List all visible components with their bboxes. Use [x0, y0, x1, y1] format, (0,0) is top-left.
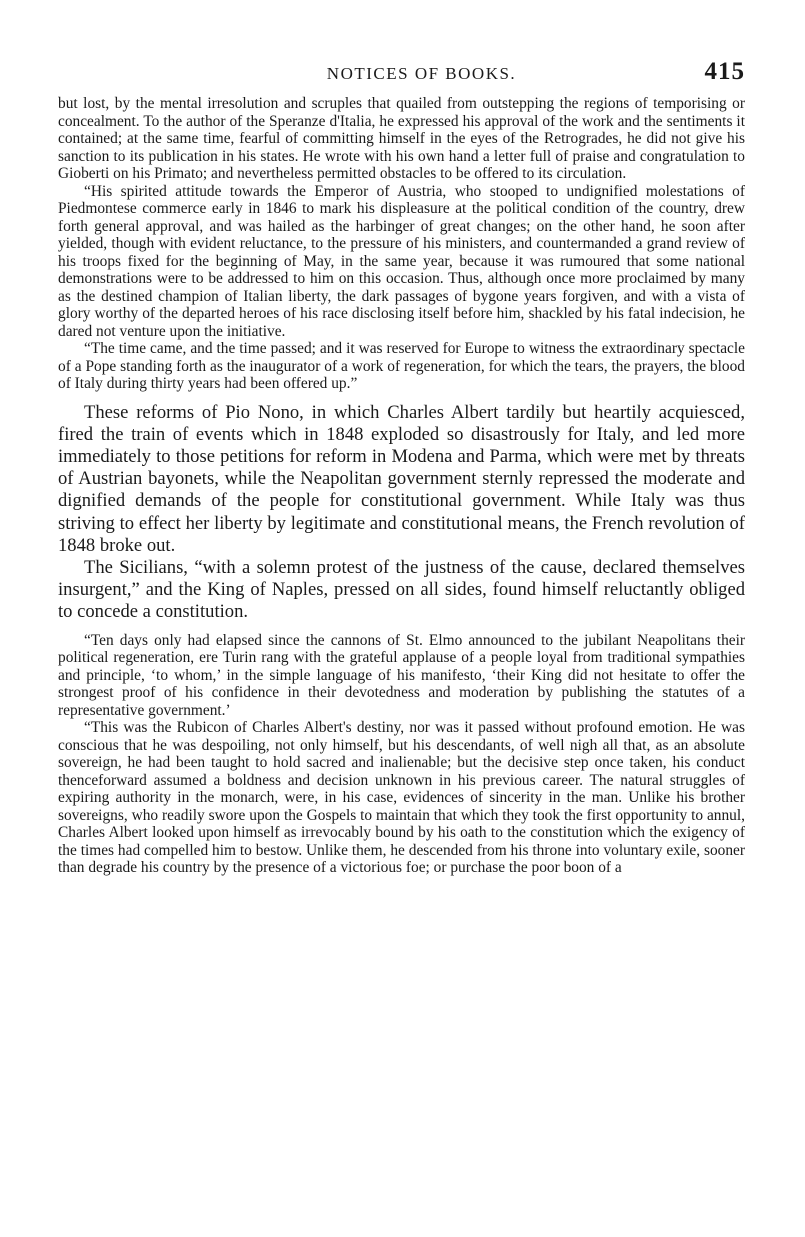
book-page — [58, 58, 745, 877]
page-header — [58, 58, 745, 92]
body-paragraph: The Sicilians, “with a solemn protest of the justness of the cause, declared themselves insurgent,” and the King of Naples, pressed on all sides, found himself reluctantly obliged to concede a constitution. — [58, 556, 745, 623]
quote-paragraph: “This was the Rubicon of Charles Albert's destiny, nor was it passed without profound emotion. He was conscious that he was despoiling, not only himself, but his descendants, of well nigh all that, as an absolute sovereign, he had been taught to hold sacred and inalienable; but the decisive step once taken, his conduct thenceforward assumed a boldness and decision unknown in his previous career. The natural struggles of expiring authority in the monarch, were, in his case, evidences of sincerity in the man. Unlike his brother sovereigns, who readily swore upon the Gospels to maintain that which they took the first opportunity to annul, Charles Albert looked upon himself as irrevocably bound by his oath to the constitution which the exigency of the times had compelled him to bestow. Unlike them, he descended from his throne into voluntary exile, sooner than degrade his country by the presence of a victorious foe; or purchase the poor boon of a — [58, 719, 745, 877]
body-text — [58, 402, 745, 624]
quote-paragraph: “His spirited attitude towards the Emperor of Austria, who stooped to undignified molestations of Piedmontese commerce early in 1846 to mark his displeasure at the political condition of the country, drew forth general approval, and was hailed as the harbinger of great changes; on the other hand, he soon after yielded, though with evident reluctance, to the pressure of his ministers, and countermanded a grand review of his troops fixed for the beginning of May, in the same year, because it was rumoured that some national demonstrations were to be addressed to him on this occasion. Thus, although once more proclaimed by many as the destined champion of Italian liberty, the dark passages of bygone years forgiven, and with a vista of glory worthy of the departed heroes of his race disclosing itself before him, shackled by his fatal indecision, he dared not venture upon the initiative. — [58, 182, 745, 340]
quoted-passage-2 — [58, 632, 745, 877]
quote-paragraph: “Ten days only had elapsed since the cannons of St. Elmo announced to the jubilant Neapolitans their political regeneration, ere Turin rang with the grateful applause of a people loyal from traditional sympathies and principle, ‘to whom,’ in the simple language of his manifesto, ‘their King did not hesitate to offer the strongest proof of his confidence in their devotedness and moderation by publishing the statutes of a representative government.’ — [58, 631, 745, 719]
page-number: 415 — [704, 58, 745, 85]
running-head: NOTICES OF BOOKS. — [326, 64, 517, 83]
body-paragraph: These reforms of Pio Nono, in which Charles Albert tardily but heartily acquiesced, fired the train of events which in 1848 exploded so disastrously for Italy, and led more immediately to those petitions for reform in Modena and Parma, which were met by threats of Austrian bayonets, while the Neapolitan government sternly repressed the moderate and dignified demands of the people for constitutional government. While Italy was thus striving to effect her liberty by legitimate and constitutional means, the French revolution of 1848 broke out. — [58, 401, 745, 556]
quote-paragraph: but lost, by the mental irresolution and scruples that quailed from outstepping the regions of temporising or concealment. To the author of the Speranze d'Italia, he expressed his approval of the work and the sentiments it contained; at the same time, fearful of committing himself in the eyes of the Retrogrades, he did not give his sanction to its publication in his states. He wrote with his own hand a letter full of praise and congratulation to Gioberti on his Primato; and nevertheless permitted obstacles to be offered to its circulation. — [58, 95, 745, 182]
quoted-passage-1 — [58, 95, 745, 393]
quote-paragraph: “The time came, and the time passed; and it was reserved for Europe to witness the extraordinary spectacle of a Pope standing forth as the inaugurator of a work of regeneration, for which the tears, the prayers, the blood of Italy during thirty years had been offered up.” — [58, 340, 745, 392]
